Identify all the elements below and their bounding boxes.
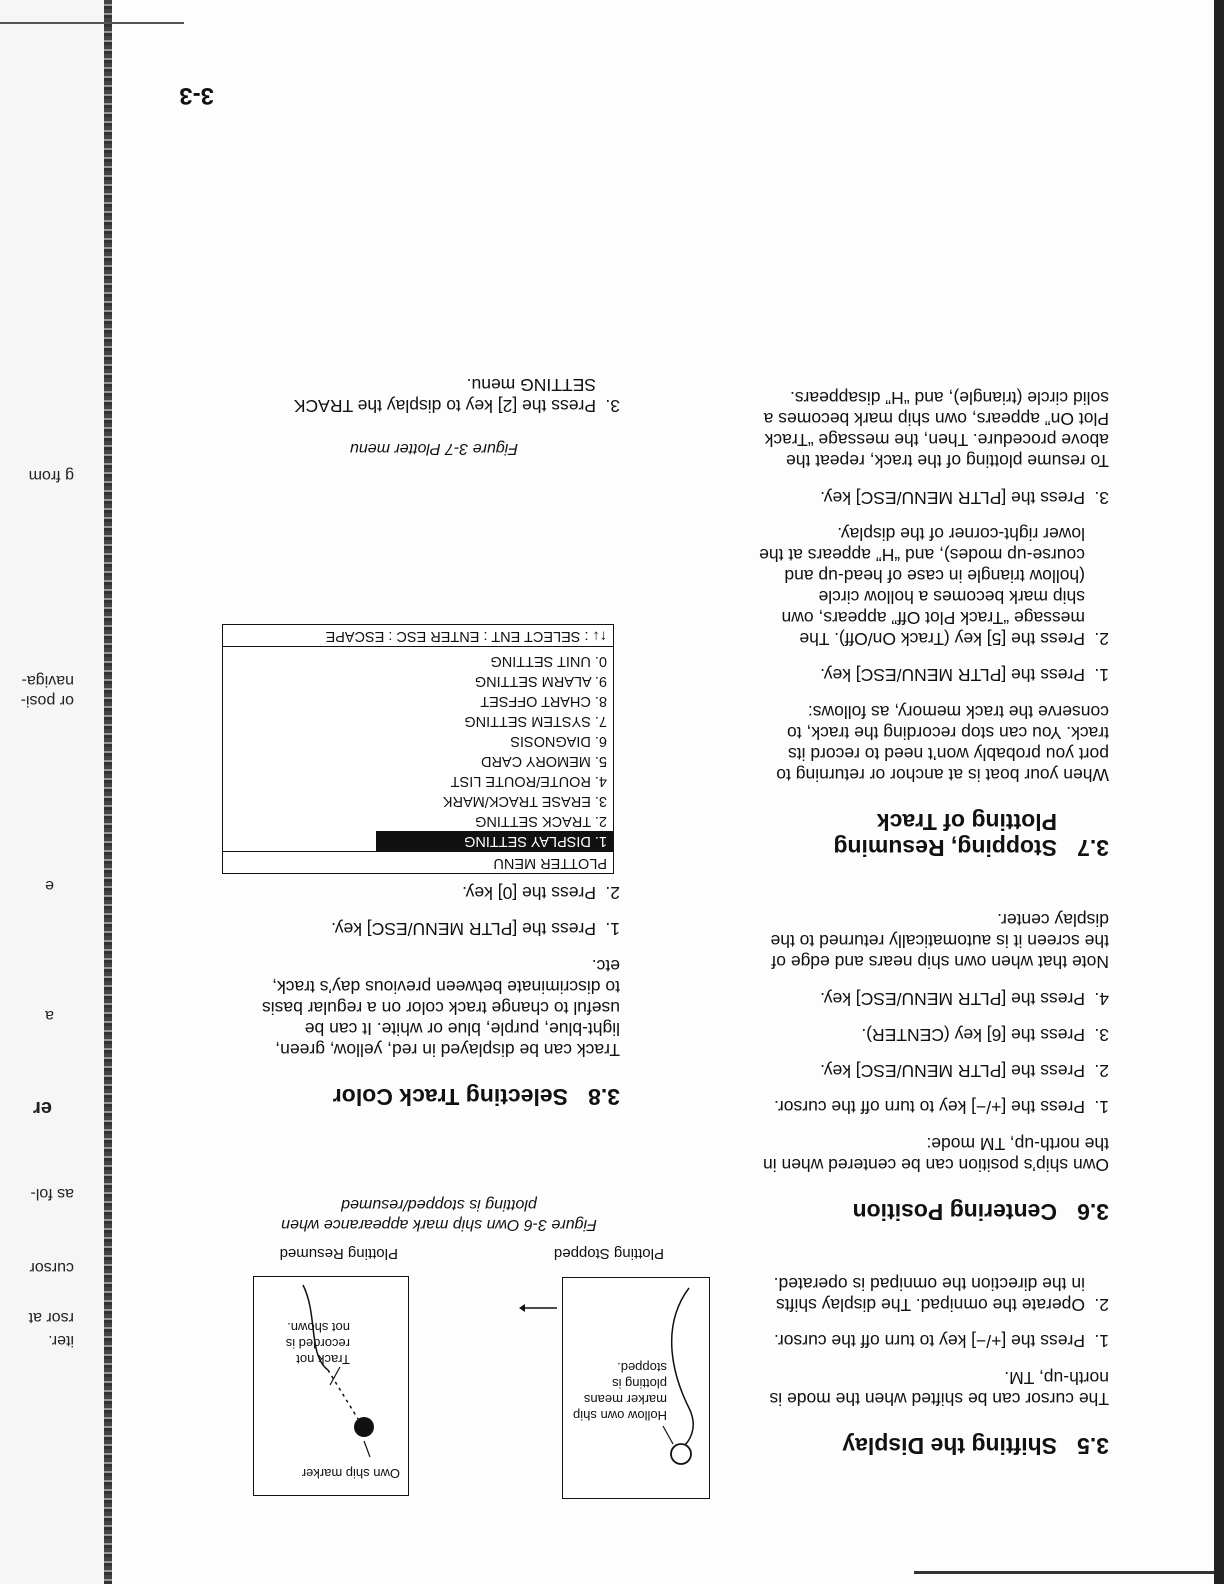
fragment-10: iter. bbox=[48, 1332, 74, 1349]
figure-panel-stopped bbox=[562, 1277, 710, 1499]
list-item: 1. Press the [+/−] key to turn off the cursor. bbox=[774, 1331, 1109, 1351]
list-item: 2. Press the [0] key. bbox=[462, 883, 620, 903]
fragment-7: as fol- bbox=[30, 1185, 74, 1202]
list-item: 4. Press the [PLTR MENU/ESC] key. bbox=[820, 989, 1109, 1009]
menu-item-erase-track-mark[interactable]: 3. ERASE TRACK/MARK bbox=[442, 793, 607, 809]
section-intro: When your boat is at anchor or returning to port you probably won’t need to record its track. You can stop recording the track, to conserve the track memory, as follows: bbox=[776, 702, 1109, 785]
callout-hollow: Hollow own ship marker means plotting is stopped. bbox=[573, 1360, 667, 1423]
left-column bbox=[759, 371, 1109, 1459]
list-item: 3. Press the [PLTR MENU/ESC] key. bbox=[820, 488, 1109, 508]
solid-ship-marker bbox=[354, 1417, 374, 1437]
section-3-6 bbox=[759, 909, 1109, 1225]
menu-item-track-setting[interactable]: 2. TRACK SETTING bbox=[475, 813, 607, 829]
scan-artifact-top bbox=[914, 1571, 1214, 1574]
list-item: 2. Press the [PLTR MENU/ESC] key. bbox=[820, 1061, 1109, 1081]
section-intro: The cursor can be shifted when the mode is north-up, TM. bbox=[769, 1368, 1109, 1409]
book-gutter bbox=[104, 0, 112, 1584]
step-list bbox=[759, 487, 1109, 685]
menu-footer: ↑↓ : SELECT ENT : ENTER ESC : ESCAPE bbox=[223, 625, 613, 647]
figure-caption: Figure 3-7 Plotter menu bbox=[349, 440, 519, 457]
list-item: 2. Operate the omnipad. The display shifts in the direction the omnipad is operated. bbox=[773, 1274, 1109, 1315]
step-list bbox=[759, 1273, 1109, 1351]
fragment-8: cursor bbox=[29, 1259, 74, 1276]
menu-item-system-setting[interactable]: 7. SYSTEM SETTING bbox=[464, 713, 607, 729]
fragment-1: g from bbox=[28, 467, 74, 484]
scan-edge-left bbox=[1214, 0, 1224, 1584]
label-plotting-stopped: Plotting Stopped bbox=[553, 1245, 664, 1262]
figure-panel-resumed bbox=[253, 1276, 409, 1496]
callout-track: Track not recorded is not shown. bbox=[285, 1320, 350, 1367]
list-item: 1. Press the [PLTR MENU/ESC] key. bbox=[820, 665, 1109, 685]
label-plotting-resumed: Plotting Resumed bbox=[279, 1245, 398, 1262]
menu-item-unit-setting[interactable]: 0. UNIT SETTING bbox=[490, 653, 607, 669]
plotter-menu bbox=[222, 624, 614, 874]
fragment-5: a bbox=[45, 1007, 54, 1024]
section-3-5 bbox=[759, 1273, 1109, 1459]
fragment-2: naviga- bbox=[21, 672, 74, 689]
section-note: Note that when own ship nears and edge of the screen it is automatically returned to the display center. bbox=[770, 910, 1109, 972]
step-list bbox=[759, 988, 1109, 1117]
page-number: 3-3 bbox=[179, 82, 214, 109]
section-3-7 bbox=[759, 387, 1109, 861]
section-resume: To resume plotting of the track, repeat the above procedure. Then, the message “Track Plot On” appears, own ship mark becomes a solid circle (triangle), and “H” disappears. bbox=[763, 388, 1109, 471]
section-heading: 3.7Stopping, Resuming Plotting of Track bbox=[833, 809, 1109, 861]
menu-item-diagnosis[interactable]: 6. DIAGNOSIS bbox=[510, 733, 607, 749]
list-item: 3. Press the [2] key to display the TRACK SETTING menu. bbox=[293, 375, 620, 416]
section-heading: 3.8Selecting Track Color bbox=[332, 1084, 620, 1110]
section-3-8 bbox=[260, 866, 620, 1110]
list-item: 1. Press the [PLTR MENU/ESC] key. bbox=[331, 919, 620, 939]
list-item: 3. Press the [6] key (CENTER). bbox=[861, 1025, 1109, 1045]
menu-item-display-setting[interactable]: 1. DISPLAY SETTING bbox=[376, 831, 613, 851]
callout-own-ship: Own ship marker bbox=[301, 1466, 400, 1481]
track-illustration bbox=[254, 1277, 408, 1495]
fragment-3: or posi- bbox=[20, 692, 74, 709]
scan-artifact-bottom bbox=[0, 22, 184, 24]
step-list bbox=[260, 882, 620, 939]
menu-item-route-list[interactable]: 4. ROUTE/ROUTE LIST bbox=[450, 773, 607, 789]
step-list bbox=[220, 359, 620, 416]
hollow-ship-marker bbox=[671, 1444, 691, 1464]
menu-item-chart-offset[interactable]: 8. CHART OFFSET bbox=[480, 693, 607, 709]
fragment-4: e bbox=[45, 877, 54, 894]
fragment-9: rsor at bbox=[28, 1309, 74, 1326]
figure-caption: Figure 3-6 Own ship mark appearance when plotting is stopped/resumed bbox=[281, 1196, 597, 1233]
menu-item-alarm-setting[interactable]: 9. ALARM SETTING bbox=[474, 673, 607, 689]
arrow-icon bbox=[519, 1302, 559, 1314]
list-item: 1. Press the [+/−] key to turn off the cursor. bbox=[774, 1097, 1109, 1117]
section-intro: Track can be displayed in red, yellow, green, light-blue, purple, blue or white. It can be useful to change track color on a regular basis to discriminate between previous day’s track, etc. bbox=[262, 956, 620, 1060]
section-heading: 3.6Centering Position bbox=[852, 1199, 1109, 1225]
section-intro: Own ship’s position can be centered when in the north-up, TM mode: bbox=[762, 1134, 1109, 1175]
menu-item-memory-card[interactable]: 5. MEMORY CARD bbox=[481, 753, 607, 769]
section-heading: 3.5Shifting the Display bbox=[842, 1433, 1109, 1459]
fragment-6: er bbox=[33, 1097, 52, 1119]
menu-title: PLOTTER MENU bbox=[223, 851, 613, 873]
list-item: 2. Press the [5] key (Track On/Off). The message “Track Plot Off” appears, own ship mark becomes a hollow circle (hollow triangle in case of head-up and course-up modes), and “H” appears at the lower right-corner of the display. bbox=[759, 524, 1109, 649]
